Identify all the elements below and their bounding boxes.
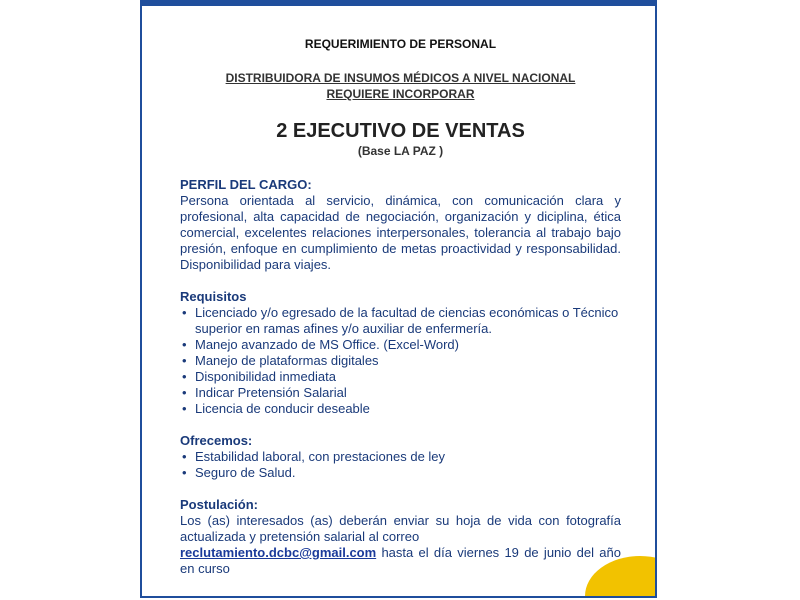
list-item: • Manejo avanzado de MS Office. (Excel-Word) [180,337,621,353]
list-item: • Indicar Pretensión Salarial [180,385,621,401]
postulacion-text: Los (as) interesados (as) deberán enviar su hoja de vida con fotografía actualizada y pretensión salarial al correo [180,513,621,544]
postulacion-paragraph [180,513,621,577]
list-item: • Licenciado y/o egresado de la facultad de ciencias económicas o Técnico superior en ramas afines y/o auxiliar de enfermería. [180,305,621,337]
position-base: (Base LA PAZ ) [357,144,444,158]
list-item: • Disponibilidad inmediata [180,369,621,385]
ofrecemos-title: Ofrecemos: [180,433,253,448]
ofrecemos-list [180,449,621,481]
document-content [180,36,621,577]
list-item: • Manejo de plataformas digitales [180,353,621,369]
perfil-text: Persona orientada al servicio, dinámica, con comunicación clara y profesional, alta capacidad de negociación, organización y diciplina, ética comercial, excelentes relaciones interpersonales, tolerancia al trabajo bajo presión, enfoque en cumplimiento de metas proactividad y responsabilidad. Disponibilidad para viajes. [180,193,621,272]
requisitos-list [180,305,621,417]
requisitos-title: Requisitos [180,289,247,304]
document-page [140,0,657,598]
postulacion-title: Postulación: [180,497,259,512]
top-accent-bar [142,0,655,6]
email-link[interactable]: reclutamiento.dcbc@gmail.com [180,545,377,560]
list-item: • Seguro de Salud. [180,465,621,481]
list-item: • Estabilidad laboral, con prestaciones de ley [180,449,621,465]
company-line-2: REQUIERE INCORPORAR [326,87,475,101]
list-item: • Licencia de conducir deseable [180,401,621,417]
postulacion-tail: hasta el día viernes 19 de junio del año en curso [180,545,621,576]
company-line-1: DISTRIBUIDORA DE INSUMOS MÉDICOS A NIVEL NACIONAL [225,71,576,85]
position-title: 2 EJECUTIVO DE VENTAS [276,120,525,142]
header-title: REQUERIMIENTO DE PERSONAL [304,37,497,51]
perfil-title: PERFIL DEL CARGO: [180,177,312,192]
